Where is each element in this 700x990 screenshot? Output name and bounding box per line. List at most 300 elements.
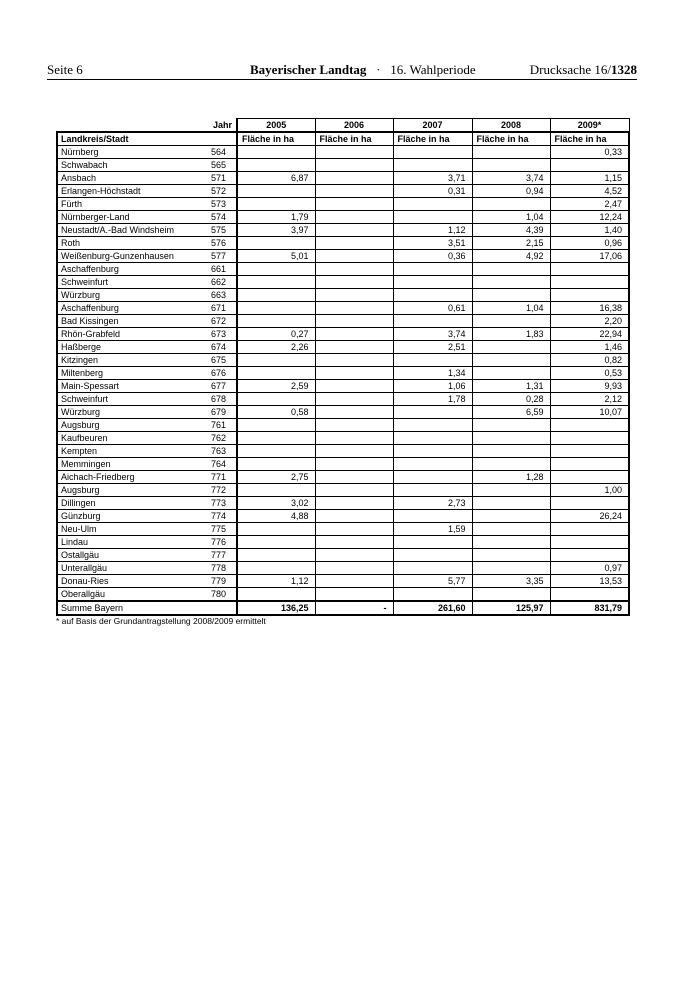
area-value [237, 484, 315, 497]
district-code: 773 [209, 497, 237, 510]
area-value [393, 354, 472, 367]
sum-label: Summe Bayern [57, 601, 237, 615]
district-name: Donau-Ries [57, 575, 209, 588]
district-name: Aichach-Friedberg [57, 471, 209, 484]
unit-header: Fläche in ha [237, 132, 315, 146]
area-value [315, 575, 393, 588]
area-value [315, 536, 393, 549]
district-name: Schweinfurt [57, 393, 209, 406]
area-value: 1,78 [393, 393, 472, 406]
area-value: 10,07 [550, 406, 629, 419]
area-value: 1,31 [472, 380, 550, 393]
table-row [57, 419, 629, 432]
table-row [57, 159, 629, 172]
area-value: 1,15 [550, 172, 629, 185]
area-value [550, 419, 629, 432]
area-value [393, 198, 472, 211]
area-value [315, 315, 393, 328]
sum-value: 261,60 [393, 601, 472, 615]
area-value [237, 562, 315, 575]
district-code: 678 [209, 393, 237, 406]
district-column-header: Landkreis/Stadt [57, 132, 237, 146]
area-value [472, 523, 550, 536]
area-value [315, 406, 393, 419]
area-value [315, 263, 393, 276]
area-value [315, 458, 393, 471]
area-value [315, 445, 393, 458]
table-row [57, 224, 629, 237]
table-row [57, 250, 629, 263]
district-name: Würzburg [57, 289, 209, 302]
district-name: Ostallgäu [57, 549, 209, 562]
district-name: Neustadt/A.-Bad Windsheim [57, 224, 209, 237]
area-value [472, 289, 550, 302]
area-value: 1,79 [237, 211, 315, 224]
area-value: 0,58 [237, 406, 315, 419]
area-value: 1,12 [393, 224, 472, 237]
area-value [315, 237, 393, 250]
area-value [472, 588, 550, 602]
area-value [315, 289, 393, 302]
area-value [472, 367, 550, 380]
area-value: 13,53 [550, 575, 629, 588]
area-value: 4,92 [472, 250, 550, 263]
year-header: 2008 [472, 119, 550, 133]
area-value: 6,59 [472, 406, 550, 419]
district-name: Kempten [57, 445, 209, 458]
area-value [472, 354, 550, 367]
area-value: 2,20 [550, 315, 629, 328]
district-name: Erlangen-Höchstadt [57, 185, 209, 198]
area-value: 0,36 [393, 250, 472, 263]
area-value: 0,96 [550, 237, 629, 250]
area-value: 2,51 [393, 341, 472, 354]
area-value [315, 432, 393, 445]
district-name: Fürth [57, 198, 209, 211]
area-value [315, 367, 393, 380]
area-value [550, 263, 629, 276]
area-value [472, 497, 550, 510]
area-value: 0,61 [393, 302, 472, 315]
table-row [57, 471, 629, 484]
sum-value: 125,97 [472, 601, 550, 615]
area-value: 1,12 [237, 575, 315, 588]
district-code: 771 [209, 471, 237, 484]
area-value: 5,01 [237, 250, 315, 263]
area-value: 2,47 [550, 198, 629, 211]
district-name: Schweinfurt [57, 276, 209, 289]
district-code: 761 [209, 419, 237, 432]
table-row [57, 549, 629, 562]
area-value [393, 419, 472, 432]
area-value: 2,12 [550, 393, 629, 406]
table-row [57, 510, 629, 523]
district-code: 671 [209, 302, 237, 315]
area-value [315, 393, 393, 406]
table-row [57, 237, 629, 250]
area-value: 2,26 [237, 341, 315, 354]
district-code: 775 [209, 523, 237, 536]
table-row [57, 185, 629, 198]
area-value [237, 549, 315, 562]
area-value: 4,88 [237, 510, 315, 523]
area-value [237, 367, 315, 380]
area-value: 0,31 [393, 185, 472, 198]
district-name: Oberallgäu [57, 588, 209, 602]
column-header-row [57, 132, 629, 146]
title-separator: · [376, 62, 381, 77]
area-value: 0,33 [550, 146, 629, 159]
district-name: Dillingen [57, 497, 209, 510]
area-value [315, 523, 393, 536]
district-code: 675 [209, 354, 237, 367]
table-row [57, 302, 629, 315]
parliament-name: Bayerischer Landtag [250, 62, 367, 77]
area-value: 4,39 [472, 224, 550, 237]
year-header: 2005 [237, 119, 315, 133]
area-value [315, 510, 393, 523]
area-value: 1,46 [550, 341, 629, 354]
area-value: 0,27 [237, 328, 315, 341]
area-value [550, 276, 629, 289]
district-name: Main-Spessart [57, 380, 209, 393]
area-value [237, 523, 315, 536]
district-code: 679 [209, 406, 237, 419]
district-code: 663 [209, 289, 237, 302]
area-value [550, 445, 629, 458]
area-value [472, 445, 550, 458]
table-row [57, 289, 629, 302]
area-value [472, 484, 550, 497]
district-name: Augsburg [57, 419, 209, 432]
unit-header: Fläche in ha [315, 132, 393, 146]
area-value [550, 432, 629, 445]
table-row [57, 575, 629, 588]
area-value: 1,06 [393, 380, 472, 393]
area-value: 3,74 [393, 328, 472, 341]
year-header: 2006 [315, 119, 393, 133]
area-value [393, 315, 472, 328]
document-prefix: Drucksache 16/ [529, 62, 611, 77]
area-value: 3,97 [237, 224, 315, 237]
area-value [237, 419, 315, 432]
table-row [57, 562, 629, 575]
area-value [550, 536, 629, 549]
area-value: 0,82 [550, 354, 629, 367]
area-value: 3,51 [393, 237, 472, 250]
area-value: 1,34 [393, 367, 472, 380]
area-value [550, 523, 629, 536]
district-code: 674 [209, 341, 237, 354]
area-value: 0,53 [550, 367, 629, 380]
header-spacer [57, 119, 209, 133]
district-name: Schwabach [57, 159, 209, 172]
area-value [393, 159, 472, 172]
area-value [237, 458, 315, 471]
table-row [57, 406, 629, 419]
year-header: 2009* [550, 119, 629, 133]
area-value: 0,97 [550, 562, 629, 575]
footnote: * auf Basis der Grundantragstellung 2008/2009 ermittelt [56, 616, 266, 626]
page-header [47, 61, 637, 80]
area-value: 3,71 [393, 172, 472, 185]
area-value [393, 445, 472, 458]
table-row [57, 146, 629, 159]
area-value: 3,35 [472, 575, 550, 588]
area-value [237, 315, 315, 328]
area-value: 16,38 [550, 302, 629, 315]
area-value [237, 263, 315, 276]
district-code: 676 [209, 367, 237, 380]
district-code: 764 [209, 458, 237, 471]
district-code: 571 [209, 172, 237, 185]
area-value [393, 263, 472, 276]
area-value [237, 237, 315, 250]
area-value [472, 562, 550, 575]
district-code: 572 [209, 185, 237, 198]
table-row [57, 341, 629, 354]
district-code: 575 [209, 224, 237, 237]
area-value [550, 289, 629, 302]
district-code: 672 [209, 315, 237, 328]
year-header: 2007 [393, 119, 472, 133]
area-value: 1,83 [472, 328, 550, 341]
table-row [57, 172, 629, 185]
area-value: 3,74 [472, 172, 550, 185]
area-value [472, 458, 550, 471]
area-value [472, 198, 550, 211]
table-row [57, 393, 629, 406]
area-value [393, 510, 472, 523]
table-row [57, 367, 629, 380]
district-name: Neu-Ulm [57, 523, 209, 536]
area-value [237, 393, 315, 406]
district-code: 673 [209, 328, 237, 341]
year-label: Jahr [212, 119, 232, 130]
table-row [57, 536, 629, 549]
district-name: Rhön-Grabfeld [57, 328, 209, 341]
unit-header: Fläche in ha [393, 132, 472, 146]
district-name: Haßberge [57, 341, 209, 354]
district-name: Aschaffenburg [57, 302, 209, 315]
area-value [315, 146, 393, 159]
legislative-period: 16. Wahlperiode [390, 62, 476, 77]
area-value [315, 354, 393, 367]
area-value [315, 159, 393, 172]
district-code: 662 [209, 276, 237, 289]
district-code: 762 [209, 432, 237, 445]
area-value [550, 458, 629, 471]
area-value [472, 510, 550, 523]
district-code: 564 [209, 146, 237, 159]
area-value [393, 432, 472, 445]
area-value [315, 211, 393, 224]
district-name: Würzburg [57, 406, 209, 419]
area-value [393, 471, 472, 484]
area-value [472, 419, 550, 432]
area-value [393, 289, 472, 302]
area-value: 2,73 [393, 497, 472, 510]
area-value: 0,28 [472, 393, 550, 406]
area-value [472, 146, 550, 159]
district-name: Roth [57, 237, 209, 250]
district-name: Augsburg [57, 484, 209, 497]
area-value [315, 471, 393, 484]
district-name: Memmingen [57, 458, 209, 471]
sum-row [57, 601, 629, 615]
district-code: 772 [209, 484, 237, 497]
area-value [315, 185, 393, 198]
area-value: 0,94 [472, 185, 550, 198]
sum-value: 136,25 [237, 601, 315, 615]
district-code: 677 [209, 380, 237, 393]
area-value [393, 211, 472, 224]
table-row [57, 276, 629, 289]
area-value: 1,59 [393, 523, 472, 536]
area-value: 1,40 [550, 224, 629, 237]
district-code: 574 [209, 211, 237, 224]
area-value [550, 588, 629, 602]
area-value [393, 549, 472, 562]
area-value [237, 302, 315, 315]
area-value [237, 276, 315, 289]
district-name: Nürnberg [57, 146, 209, 159]
table-row [57, 484, 629, 497]
table-row [57, 497, 629, 510]
document-number [530, 62, 637, 78]
area-value [550, 471, 629, 484]
table-row [57, 263, 629, 276]
sum-value: - [315, 601, 393, 615]
district-name: Aschaffenburg [57, 263, 209, 276]
district-name: Nürnberger-Land [57, 211, 209, 224]
area-value [237, 588, 315, 602]
document-number-value: 1328 [611, 62, 637, 77]
area-value [550, 159, 629, 172]
area-value [393, 536, 472, 549]
district-code: 576 [209, 237, 237, 250]
unit-header: Fläche in ha [472, 132, 550, 146]
district-code: 565 [209, 159, 237, 172]
unit-header: Fläche in ha [550, 132, 629, 146]
table-row [57, 380, 629, 393]
area-table [56, 118, 630, 616]
area-value [315, 588, 393, 602]
area-value [472, 341, 550, 354]
area-value: 1,28 [472, 471, 550, 484]
table-row [57, 445, 629, 458]
area-value [315, 198, 393, 211]
district-name: Bad Kissingen [57, 315, 209, 328]
district-name: Kaufbeuren [57, 432, 209, 445]
area-value [472, 536, 550, 549]
area-value [237, 159, 315, 172]
area-value [315, 172, 393, 185]
district-code: 776 [209, 536, 237, 549]
district-name: Kitzingen [57, 354, 209, 367]
district-code: 661 [209, 263, 237, 276]
area-value [315, 562, 393, 575]
area-value: 6,87 [237, 172, 315, 185]
area-value [237, 289, 315, 302]
area-value: 22,94 [550, 328, 629, 341]
table-row [57, 198, 629, 211]
table-row [57, 458, 629, 471]
area-value [315, 328, 393, 341]
district-name: Weißenburg-Gunzenhausen [57, 250, 209, 263]
district-name: Ansbach [57, 172, 209, 185]
table-row [57, 354, 629, 367]
table-row [57, 211, 629, 224]
area-value [550, 497, 629, 510]
district-name: Miltenberg [57, 367, 209, 380]
area-value [472, 549, 550, 562]
area-value [237, 185, 315, 198]
area-value [237, 198, 315, 211]
district-name: Günzburg [57, 510, 209, 523]
area-value [237, 445, 315, 458]
area-value [315, 497, 393, 510]
district-code: 774 [209, 510, 237, 523]
area-value: 4,52 [550, 185, 629, 198]
area-value: 1,04 [472, 211, 550, 224]
area-value [472, 263, 550, 276]
area-value: 2,59 [237, 380, 315, 393]
district-code: 778 [209, 562, 237, 575]
sum-value: 831,79 [550, 601, 629, 615]
year-header-row [57, 119, 629, 133]
table-row [57, 328, 629, 341]
area-value [393, 276, 472, 289]
area-value: 26,24 [550, 510, 629, 523]
area-value [237, 536, 315, 549]
district-code: 779 [209, 575, 237, 588]
area-value [315, 380, 393, 393]
area-value: 2,15 [472, 237, 550, 250]
area-value [315, 419, 393, 432]
area-value: 2,75 [237, 471, 315, 484]
area-value [237, 354, 315, 367]
area-value [393, 146, 472, 159]
area-value [550, 549, 629, 562]
area-value [393, 458, 472, 471]
table-row [57, 588, 629, 602]
area-value: 1,00 [550, 484, 629, 497]
area-value [315, 341, 393, 354]
area-value [315, 302, 393, 315]
table-row [57, 315, 629, 328]
area-value [393, 484, 472, 497]
area-value [393, 588, 472, 602]
document-title [250, 62, 476, 78]
district-name: Unterallgäu [57, 562, 209, 575]
district-code: 780 [209, 588, 237, 602]
table-body [57, 146, 629, 602]
area-value [315, 484, 393, 497]
district-code: 763 [209, 445, 237, 458]
area-value [472, 315, 550, 328]
district-name: Lindau [57, 536, 209, 549]
area-value [315, 549, 393, 562]
table-row [57, 523, 629, 536]
area-value [393, 562, 472, 575]
area-value [315, 250, 393, 263]
area-value [237, 146, 315, 159]
area-value: 9,93 [550, 380, 629, 393]
area-value [237, 432, 315, 445]
area-value: 17,06 [550, 250, 629, 263]
area-value [472, 432, 550, 445]
